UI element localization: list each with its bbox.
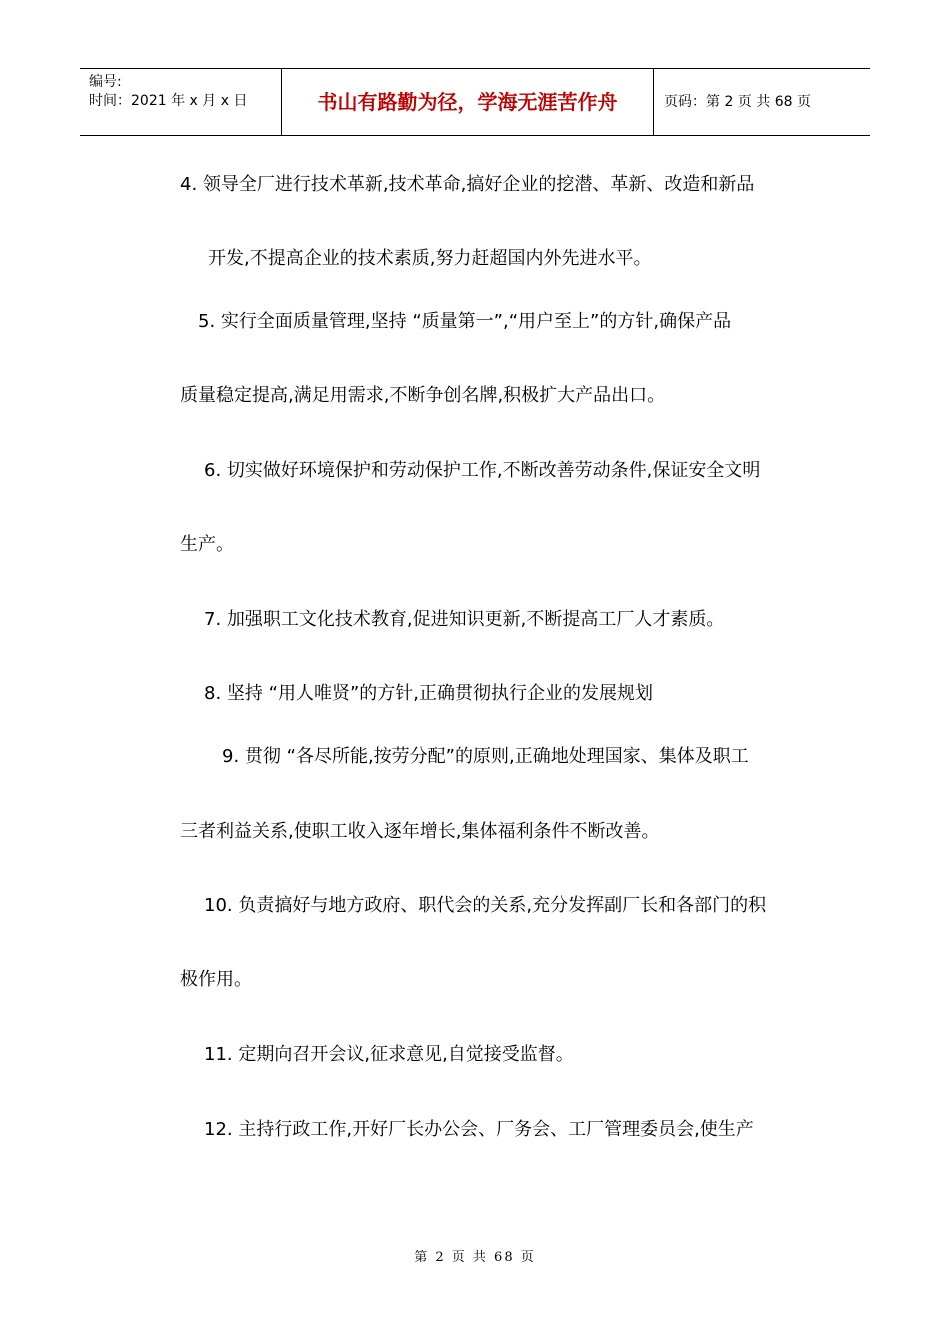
- document-number-label: 编号:: [89, 74, 122, 90]
- body-line: 4. 领导全厂进行技术革新,技术革命,搞好企业的挖潜、革新、改造和新品: [180, 174, 755, 195]
- body-line: 开发,不提高企业的技术素质,努力赶超国内外先进水平。: [208, 248, 652, 269]
- body-line: 生产。: [180, 534, 234, 555]
- document-header: [80, 68, 870, 136]
- body-line: 7. 加强职工文化技术教育,促进知识更新,不断提高工厂人才素质。: [204, 609, 725, 630]
- header-meta: [80, 69, 282, 135]
- body-line: 三者利益关系,使职工收入逐年增长,集体福利条件不断改善。: [180, 821, 660, 842]
- body-line: 5. 实行全面质量管理,坚持 “质量第一”,“用户至上”的方针,确保产品: [198, 311, 732, 332]
- body-line: 9. 贯彻 “各尽所能,按劳分配”的原则,正确地处理国家、集体及职工: [222, 746, 749, 767]
- body-line: 10. 负责搞好与地方政府、职代会的关系,充分发挥副厂长和各部门的积: [204, 895, 767, 916]
- page-footer: 第 2 页 共 68 页: [414, 1250, 536, 1265]
- body-line: 12. 主持行政工作,开好厂长办公会、厂务会、工厂管理委员会,使生产: [204, 1119, 754, 1140]
- header-motto: 书山有路勤为径，学海无涯苦作舟: [282, 69, 654, 135]
- body-line: 11. 定期向召开会议,征求意见,自觉接受监督。: [204, 1044, 574, 1065]
- body-line: 极作用。: [180, 969, 252, 990]
- header-page-info: 页码：第 2 页 共 68 页: [664, 94, 811, 110]
- body-line: 8. 坚持 “用人唯贤”的方针,正确贯彻执行企业的发展规划: [204, 683, 653, 704]
- body-line: 6. 切实做好环境保护和劳动保护工作,不断改善劳动条件,保证安全文明: [204, 460, 761, 481]
- document-date: 时间：2021 年 x 月 x 日: [89, 93, 248, 109]
- body-line: 质量稳定提高,满足用需求,不断争创名牌,积极扩大产品出口。: [180, 385, 666, 406]
